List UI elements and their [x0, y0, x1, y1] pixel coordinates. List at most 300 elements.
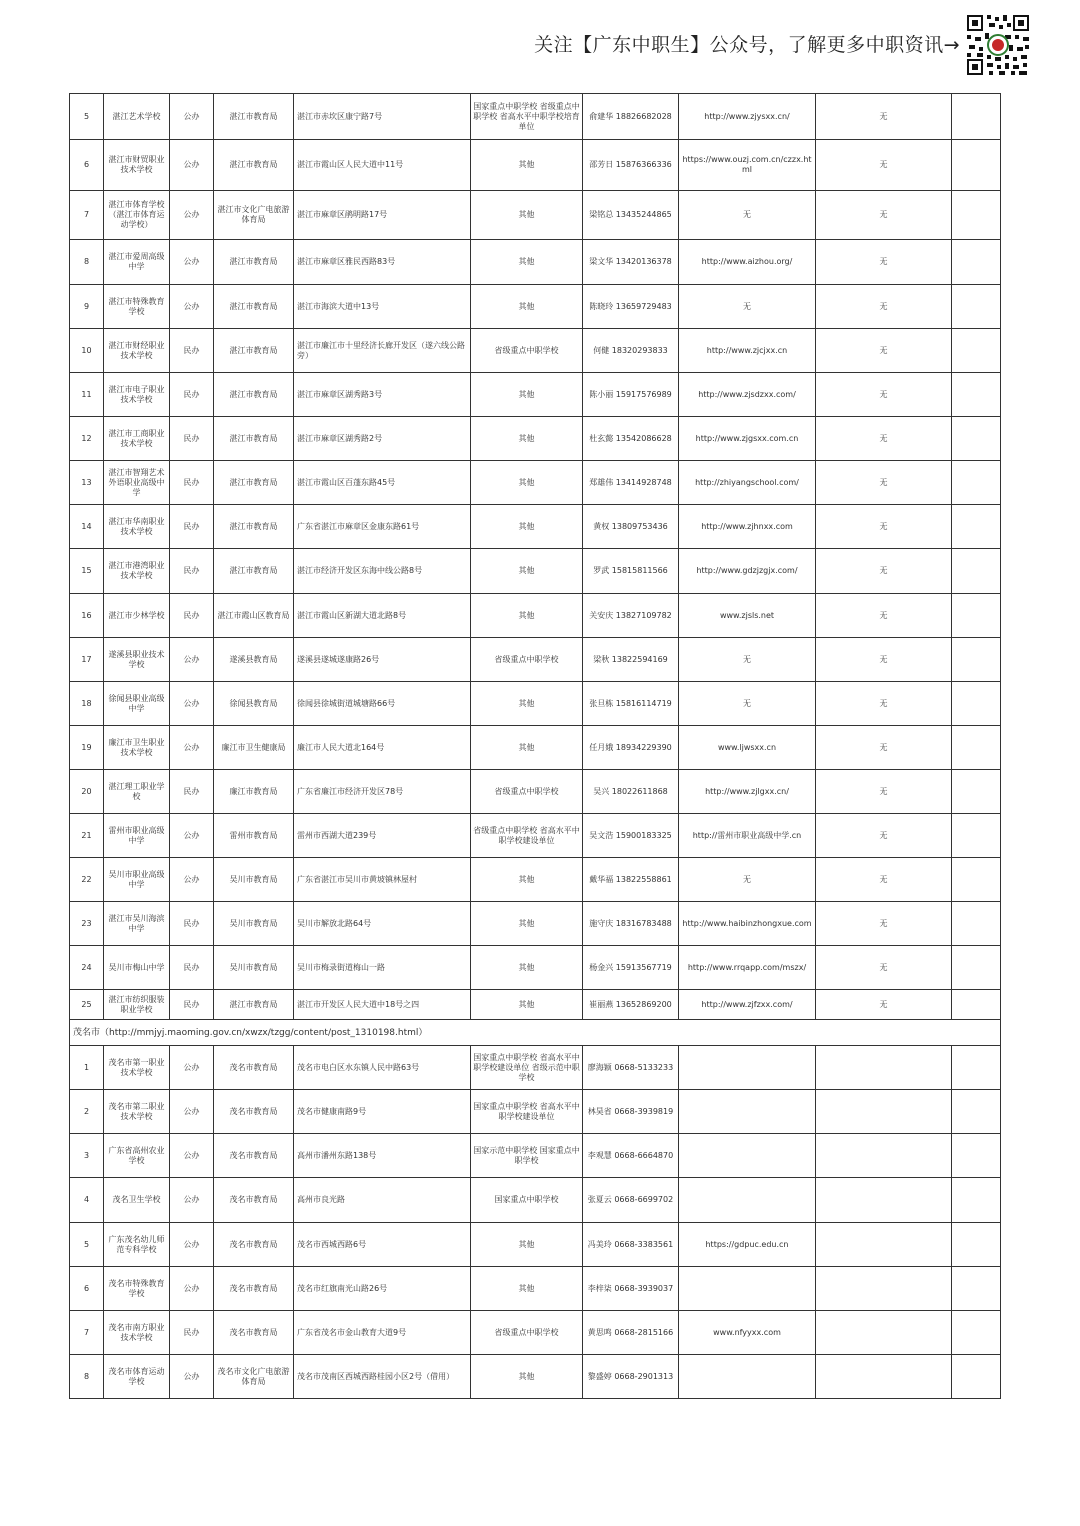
address-cell: 湛江市赤坎区康宁路7号	[294, 94, 471, 140]
table-row	[70, 1223, 1001, 1267]
website-cell[interactable]: 无	[679, 191, 816, 240]
authority-cell: 湛江市教育局	[214, 990, 294, 1020]
remark-cell: 无	[816, 946, 952, 990]
school-level-cell: 国家重点中职学校 省级重点中职学校 省高水平中职学校培育单位	[471, 94, 583, 140]
website-cell[interactable]: http://www.haibinzhongxue.com	[679, 902, 816, 946]
school-type-cell: 公办	[170, 858, 214, 902]
school-type-cell: 公办	[170, 1090, 214, 1134]
remark-cell	[816, 1267, 952, 1311]
table-row	[70, 505, 1001, 549]
authority-cell: 茂名市文化广电旅游体育局	[214, 1355, 294, 1399]
blank-cell	[952, 94, 1001, 140]
website-cell[interactable]	[679, 1046, 816, 1090]
website-cell[interactable]: 无	[679, 682, 816, 726]
website-cell[interactable]: http://www.zjgsxx.com.cn	[679, 417, 816, 461]
address-cell: 湛江市麻章区湖秀路3号	[294, 373, 471, 417]
authority-cell: 吴川市教育局	[214, 858, 294, 902]
authority-cell: 湛江市教育局	[214, 461, 294, 505]
school-type-cell: 民办	[170, 946, 214, 990]
blank-cell	[952, 1223, 1001, 1267]
remark-cell: 无	[816, 505, 952, 549]
school-level-cell: 国家重点中职学校 省高水平中职学校建设单位	[471, 1090, 583, 1134]
address-cell: 湛江市廉江市十里经济长廊开发区（遂六线公路旁）	[294, 329, 471, 373]
school-level-cell: 其他	[471, 858, 583, 902]
website-cell[interactable]: http://www.rrqapp.com/mszx/	[679, 946, 816, 990]
school-name-cell: 徐闻县职业高级中学	[104, 682, 170, 726]
school-name-cell: 茂名市特殊教育学校	[104, 1267, 170, 1311]
school-name-cell: 湛江市智翔艺术外语职业高级中学	[104, 461, 170, 505]
blank-cell	[952, 1090, 1001, 1134]
remark-cell: 无	[816, 726, 952, 770]
school-type-cell: 公办	[170, 1134, 214, 1178]
row-number-cell: 23	[70, 902, 104, 946]
row-number-cell: 22	[70, 858, 104, 902]
contact-cell: 林昊省 0668-3939819	[583, 1090, 679, 1134]
blank-cell	[952, 461, 1001, 505]
table-row	[70, 814, 1001, 858]
table-row	[70, 1267, 1001, 1311]
row-number-cell: 14	[70, 505, 104, 549]
school-type-cell: 民办	[170, 417, 214, 461]
table-row	[70, 373, 1001, 417]
blank-cell	[952, 1311, 1001, 1355]
address-cell: 高州市潘州东路138号	[294, 1134, 471, 1178]
school-type-cell: 公办	[170, 94, 214, 140]
address-cell: 湛江市霞山区百蓬东路45号	[294, 461, 471, 505]
blank-cell	[952, 726, 1001, 770]
zhanjiang-rows	[70, 94, 1001, 1020]
table-row	[70, 902, 1001, 946]
website-cell[interactable]	[679, 1178, 816, 1223]
school-name-cell: 茂名市第一职业技术学校	[104, 1046, 170, 1090]
row-number-cell: 19	[70, 726, 104, 770]
school-type-cell: 民办	[170, 549, 214, 594]
row-number-cell: 1	[70, 1046, 104, 1090]
school-type-cell: 民办	[170, 461, 214, 505]
school-level-cell: 省级重点中职学校	[471, 638, 583, 682]
school-name-cell: 湛江市爱周高级中学	[104, 240, 170, 285]
school-type-cell: 公办	[170, 1267, 214, 1311]
contact-cell: 廖海颖 0668-5133233	[583, 1046, 679, 1090]
school-name-cell: 湛江市纺织服装职业学校	[104, 990, 170, 1020]
address-cell: 湛江市麻章区湖秀路2号	[294, 417, 471, 461]
website-cell[interactable]: 无	[679, 638, 816, 682]
row-number-cell: 8	[70, 240, 104, 285]
row-number-cell: 9	[70, 285, 104, 329]
address-cell: 廉江市人民大道北164号	[294, 726, 471, 770]
remark-cell: 无	[816, 285, 952, 329]
contact-cell: 俞建华 18826682028	[583, 94, 679, 140]
remark-cell: 无	[816, 990, 952, 1020]
website-cell[interactable]: http://www.zjsdzxx.com/	[679, 373, 816, 417]
school-name-cell: 湛江艺术学校	[104, 94, 170, 140]
row-number-cell: 2	[70, 1090, 104, 1134]
row-number-cell: 18	[70, 682, 104, 726]
remark-cell: 无	[816, 638, 952, 682]
remark-cell: 无	[816, 240, 952, 285]
remark-cell: 无	[816, 814, 952, 858]
authority-cell: 湛江市教育局	[214, 373, 294, 417]
contact-cell: 杨金兴 15913567719	[583, 946, 679, 990]
school-type-cell: 民办	[170, 373, 214, 417]
contact-cell: 罗武 15815811566	[583, 549, 679, 594]
remark-cell: 无	[816, 417, 952, 461]
row-number-cell: 25	[70, 990, 104, 1020]
school-level-cell: 其他	[471, 191, 583, 240]
school-name-cell: 茂名市体育运动学校	[104, 1355, 170, 1399]
website-cell[interactable]	[679, 1355, 816, 1399]
row-number-cell: 6	[70, 1267, 104, 1311]
table-row	[70, 140, 1001, 191]
authority-cell: 茂名市教育局	[214, 1267, 294, 1311]
school-type-cell: 民办	[170, 594, 214, 638]
address-cell: 茂名市电白区水东镇人民中路63号	[294, 1046, 471, 1090]
website-cell[interactable]: www.zjsls.net	[679, 594, 816, 638]
school-level-cell: 其他	[471, 946, 583, 990]
school-type-cell: 公办	[170, 814, 214, 858]
remark-cell: 无	[816, 94, 952, 140]
row-number-cell: 7	[70, 191, 104, 240]
remark-cell: 无	[816, 858, 952, 902]
website-cell[interactable]: http://www.zjcjxx.cn	[679, 329, 816, 373]
school-level-cell: 国家重点中职学校	[471, 1178, 583, 1223]
website-cell[interactable]: https://www.ouzj.com.cn/czzx.html	[679, 140, 816, 191]
address-cell: 茂名市红旗南光山路26号	[294, 1267, 471, 1311]
authority-cell: 湛江市教育局	[214, 140, 294, 191]
school-type-cell: 公办	[170, 1355, 214, 1399]
school-type-cell: 公办	[170, 638, 214, 682]
school-name-cell: 廉江市卫生职业技术学校	[104, 726, 170, 770]
blank-cell	[952, 1134, 1001, 1178]
remark-cell	[816, 1090, 952, 1134]
school-name-cell: 茂名卫生学校	[104, 1178, 170, 1223]
school-name-cell: 吴川市梅山中学	[104, 946, 170, 990]
contact-cell: 何健 18320293833	[583, 329, 679, 373]
contact-cell: 任月娥 18934229390	[583, 726, 679, 770]
table-row	[70, 1090, 1001, 1134]
address-cell: 湛江市开发区人民大道中18号之四	[294, 990, 471, 1020]
school-name-cell: 湛江市财贸职业技术学校	[104, 140, 170, 191]
row-number-cell: 16	[70, 594, 104, 638]
school-name-cell: 湛江市财经职业技术学校	[104, 329, 170, 373]
row-number-cell: 21	[70, 814, 104, 858]
school-type-cell: 公办	[170, 1223, 214, 1267]
remark-cell	[816, 1134, 952, 1178]
contact-cell: 施守庆 18316783488	[583, 902, 679, 946]
remark-cell: 无	[816, 191, 952, 240]
authority-cell: 茂名市教育局	[214, 1223, 294, 1267]
row-number-cell: 11	[70, 373, 104, 417]
remark-cell: 无	[816, 549, 952, 594]
school-name-cell: 湛江市电子职业技术学校	[104, 373, 170, 417]
blank-cell	[952, 505, 1001, 549]
website-cell[interactable]: www.ljwsxx.cn	[679, 726, 816, 770]
school-list-table	[69, 93, 1001, 1399]
school-type-cell: 民办	[170, 990, 214, 1020]
website-cell[interactable]: www.nfyyxx.com	[679, 1311, 816, 1355]
address-cell: 湛江市海滨大道中13号	[294, 285, 471, 329]
authority-cell: 雷州市教育局	[214, 814, 294, 858]
website-cell[interactable]: http://www.zjhnxx.com	[679, 505, 816, 549]
blank-cell	[952, 373, 1001, 417]
table-row	[70, 858, 1001, 902]
authority-cell: 吴川市教育局	[214, 946, 294, 990]
address-cell: 雷州市西湖大道239号	[294, 814, 471, 858]
table-row	[70, 682, 1001, 726]
school-name-cell: 湛江市港湾职业技术学校	[104, 549, 170, 594]
address-cell: 吴川市梅录街道梅山一路	[294, 946, 471, 990]
blank-cell	[952, 285, 1001, 329]
school-level-cell: 其他	[471, 902, 583, 946]
school-level-cell: 省级重点中职学校	[471, 1311, 583, 1355]
address-cell: 茂名市健康南路9号	[294, 1090, 471, 1134]
row-number-cell: 5	[70, 94, 104, 140]
school-level-cell: 其他	[471, 461, 583, 505]
website-cell[interactable]: http://www.aizhou.org/	[679, 240, 816, 285]
authority-cell: 茂名市教育局	[214, 1311, 294, 1355]
authority-cell: 湛江市教育局	[214, 549, 294, 594]
school-name-cell: 湛江市特殊教育学校	[104, 285, 170, 329]
website-cell[interactable]: 无	[679, 858, 816, 902]
school-name-cell: 湛江市吴川海滨中学	[104, 902, 170, 946]
table-row	[70, 94, 1001, 140]
authority-cell: 茂名市教育局	[214, 1046, 294, 1090]
school-name-cell: 湛江市体育学校（湛江市体育运动学校）	[104, 191, 170, 240]
website-cell[interactable]: https://gdpuc.edu.cn	[679, 1223, 816, 1267]
blank-cell	[952, 814, 1001, 858]
school-type-cell: 公办	[170, 285, 214, 329]
website-cell[interactable]: http://www.gdzjzgjx.com/	[679, 549, 816, 594]
school-level-cell: 省级重点中职学校	[471, 770, 583, 814]
table-row	[70, 1311, 1001, 1355]
blank-cell	[952, 140, 1001, 191]
authority-cell: 湛江市教育局	[214, 285, 294, 329]
contact-cell: 冯美玲 0668-3383561	[583, 1223, 679, 1267]
school-name-cell: 茂名市南方职业技术学校	[104, 1311, 170, 1355]
address-cell: 高州市良光路	[294, 1178, 471, 1223]
address-cell: 湛江市霞山区新湖大道北路8号	[294, 594, 471, 638]
blank-cell	[952, 1046, 1001, 1090]
table-row	[70, 1134, 1001, 1178]
remark-cell: 无	[816, 461, 952, 505]
school-type-cell: 民办	[170, 1311, 214, 1355]
row-number-cell: 15	[70, 549, 104, 594]
table-row	[70, 285, 1001, 329]
contact-cell: 陈晓玲 13659729483	[583, 285, 679, 329]
table-row	[70, 990, 1001, 1020]
authority-cell: 遂溪县教育局	[214, 638, 294, 682]
school-name-cell: 湛江市少林学校	[104, 594, 170, 638]
wechat-promo-header: 关注【广东中职生】公众号，了解更多中职资讯→	[534, 34, 960, 56]
contact-cell: 梁铭总 13435244865	[583, 191, 679, 240]
blank-cell	[952, 946, 1001, 990]
row-number-cell: 20	[70, 770, 104, 814]
website-cell[interactable]	[679, 1090, 816, 1134]
school-level-cell: 省级重点中职学校	[471, 329, 583, 373]
blank-cell	[952, 549, 1001, 594]
school-name-cell: 雷州市职业高级中学	[104, 814, 170, 858]
website-cell[interactable]: http://www.zjysxx.cn/	[679, 94, 816, 140]
website-cell[interactable]: http://www.zjlgxx.cn/	[679, 770, 816, 814]
address-cell: 湛江市麻章区鹃明路17号	[294, 191, 471, 240]
address-cell: 广东省廉江市经济开发区78号	[294, 770, 471, 814]
contact-cell: 郑雄伟 13414928748	[583, 461, 679, 505]
maoming-rows	[70, 1046, 1001, 1399]
contact-cell: 黄思鸣 0668-2815166	[583, 1311, 679, 1355]
contact-cell: 吴兴 18022611868	[583, 770, 679, 814]
remark-cell	[816, 1223, 952, 1267]
school-type-cell: 民办	[170, 902, 214, 946]
website-cell[interactable]	[679, 1267, 816, 1311]
authority-cell: 湛江市教育局	[214, 329, 294, 373]
qr-code-icon	[965, 13, 1031, 77]
blank-cell	[952, 638, 1001, 682]
address-cell: 湛江市麻章区雅民西路83号	[294, 240, 471, 285]
address-cell: 广东省湛江市麻章区金康东路61号	[294, 505, 471, 549]
table-row	[70, 946, 1001, 990]
remark-cell: 无	[816, 770, 952, 814]
school-level-cell: 其他	[471, 505, 583, 549]
school-level-cell: 其他	[471, 285, 583, 329]
school-type-cell: 公办	[170, 726, 214, 770]
remark-cell: 无	[816, 594, 952, 638]
authority-cell: 湛江市教育局	[214, 417, 294, 461]
authority-cell: 茂名市教育局	[214, 1134, 294, 1178]
school-level-cell: 其他	[471, 726, 583, 770]
school-level-cell: 其他	[471, 549, 583, 594]
blank-cell	[952, 240, 1001, 285]
contact-cell: 戴华福 13822558861	[583, 858, 679, 902]
authority-cell: 吴川市教育局	[214, 902, 294, 946]
authority-cell: 湛江市文化广电旅游体育局	[214, 191, 294, 240]
contact-cell: 张夏云 0668-6699702	[583, 1178, 679, 1223]
address-cell: 湛江市经济开发区东海中线公路8号	[294, 549, 471, 594]
remark-cell	[816, 1046, 952, 1090]
school-level-cell: 其他	[471, 1223, 583, 1267]
school-level-cell: 其他	[471, 140, 583, 191]
row-number-cell: 17	[70, 638, 104, 682]
table-row	[70, 1178, 1001, 1223]
authority-cell: 湛江市教育局	[214, 505, 294, 549]
authority-cell: 湛江市霞山区教育局	[214, 594, 294, 638]
website-cell[interactable]: http://www.zjfzxx.com/	[679, 990, 816, 1020]
contact-cell: 李观慧 0668-6664870	[583, 1134, 679, 1178]
school-type-cell: 公办	[170, 191, 214, 240]
row-number-cell: 3	[70, 1134, 104, 1178]
remark-cell: 无	[816, 329, 952, 373]
contact-cell: 黎盛婷 0668-2901313	[583, 1355, 679, 1399]
school-type-cell: 民办	[170, 505, 214, 549]
blank-cell	[952, 1355, 1001, 1399]
remark-cell: 无	[816, 902, 952, 946]
authority-cell: 廉江市卫生健康局	[214, 726, 294, 770]
authority-cell: 徐闻县教育局	[214, 682, 294, 726]
blank-cell	[952, 770, 1001, 814]
blank-cell	[952, 191, 1001, 240]
address-cell: 广东省茂名市金山教育大道9号	[294, 1311, 471, 1355]
table-row	[70, 240, 1001, 285]
row-number-cell: 5	[70, 1223, 104, 1267]
table-row	[70, 638, 1001, 682]
contact-cell: 关安庆 13827109782	[583, 594, 679, 638]
school-name-cell: 吴川市职业高级中学	[104, 858, 170, 902]
remark-cell	[816, 1311, 952, 1355]
school-name-cell: 湛江市华南职业技术学校	[104, 505, 170, 549]
contact-cell: 张旦栋 15816114719	[583, 682, 679, 726]
table-row	[70, 549, 1001, 594]
row-number-cell: 7	[70, 1311, 104, 1355]
contact-cell: 黄权 13809753436	[583, 505, 679, 549]
address-cell: 吴川市解放北路64号	[294, 902, 471, 946]
remark-cell: 无	[816, 682, 952, 726]
row-number-cell: 8	[70, 1355, 104, 1399]
school-level-cell: 其他	[471, 682, 583, 726]
school-level-cell: 其他	[471, 240, 583, 285]
school-type-cell: 公办	[170, 682, 214, 726]
row-number-cell: 6	[70, 140, 104, 191]
address-cell: 徐闻县徐城街道城塘路66号	[294, 682, 471, 726]
contact-cell: 邵芳日 15876366336	[583, 140, 679, 191]
table-row	[70, 417, 1001, 461]
authority-cell: 茂名市教育局	[214, 1178, 294, 1223]
row-number-cell: 12	[70, 417, 104, 461]
remark-cell	[816, 1355, 952, 1399]
school-level-cell: 省级重点中职学校 省高水平中职学校建设单位	[471, 814, 583, 858]
row-number-cell: 4	[70, 1178, 104, 1223]
school-level-cell: 国家重点中职学校 省高水平中职学校建设单位 省级示范中职学校	[471, 1046, 583, 1090]
website-cell[interactable]: http://雷州市职业高级中学.cn	[679, 814, 816, 858]
address-cell: 茂名市茂南区西城西路桂园小区2号（借用）	[294, 1355, 471, 1399]
remark-cell: 无	[816, 373, 952, 417]
school-type-cell: 公办	[170, 1046, 214, 1090]
school-name-cell: 广东省高州农业学校	[104, 1134, 170, 1178]
school-name-cell: 湛江市工商职业技术学校	[104, 417, 170, 461]
blank-cell	[952, 990, 1001, 1020]
school-name-cell: 广东茂名幼儿师范专科学校	[104, 1223, 170, 1267]
authority-cell: 湛江市教育局	[214, 240, 294, 285]
table-row	[70, 1355, 1001, 1399]
blank-cell	[952, 902, 1001, 946]
address-cell: 茂名市西城西路6号	[294, 1223, 471, 1267]
website-cell[interactable]: 无	[679, 285, 816, 329]
row-number-cell: 24	[70, 946, 104, 990]
school-level-cell: 其他	[471, 417, 583, 461]
blank-cell	[952, 594, 1001, 638]
table-row	[70, 329, 1001, 373]
school-type-cell: 民办	[170, 329, 214, 373]
school-level-cell: 其他	[471, 1355, 583, 1399]
section-row-maoming	[70, 1020, 1001, 1046]
address-cell: 湛江市霞山区人民大道中11号	[294, 140, 471, 191]
section-label: 茂名市（http://mmjyj.maoming.gov.cn/xwzx/tzgg/content/post_1310198.html）	[70, 1020, 1001, 1046]
school-level-cell: 国家示范中职学校 国家重点中职学校	[471, 1134, 583, 1178]
school-level-cell: 其他	[471, 594, 583, 638]
website-cell[interactable]	[679, 1134, 816, 1178]
contact-cell: 陈小丽 15917576989	[583, 373, 679, 417]
school-level-cell: 其他	[471, 990, 583, 1020]
school-type-cell: 公办	[170, 1178, 214, 1223]
blank-cell	[952, 1267, 1001, 1311]
blank-cell	[952, 682, 1001, 726]
table-row	[70, 726, 1001, 770]
remark-cell: 无	[816, 140, 952, 191]
table-row	[70, 461, 1001, 505]
contact-cell: 崔丽燕 13652869200	[583, 990, 679, 1020]
row-number-cell: 13	[70, 461, 104, 505]
address-cell: 广东省湛江市吴川市黄坡镇林屋村	[294, 858, 471, 902]
website-cell[interactable]: http://zhiyangschool.com/	[679, 461, 816, 505]
contact-cell: 李梓柒 0668-3939037	[583, 1267, 679, 1311]
